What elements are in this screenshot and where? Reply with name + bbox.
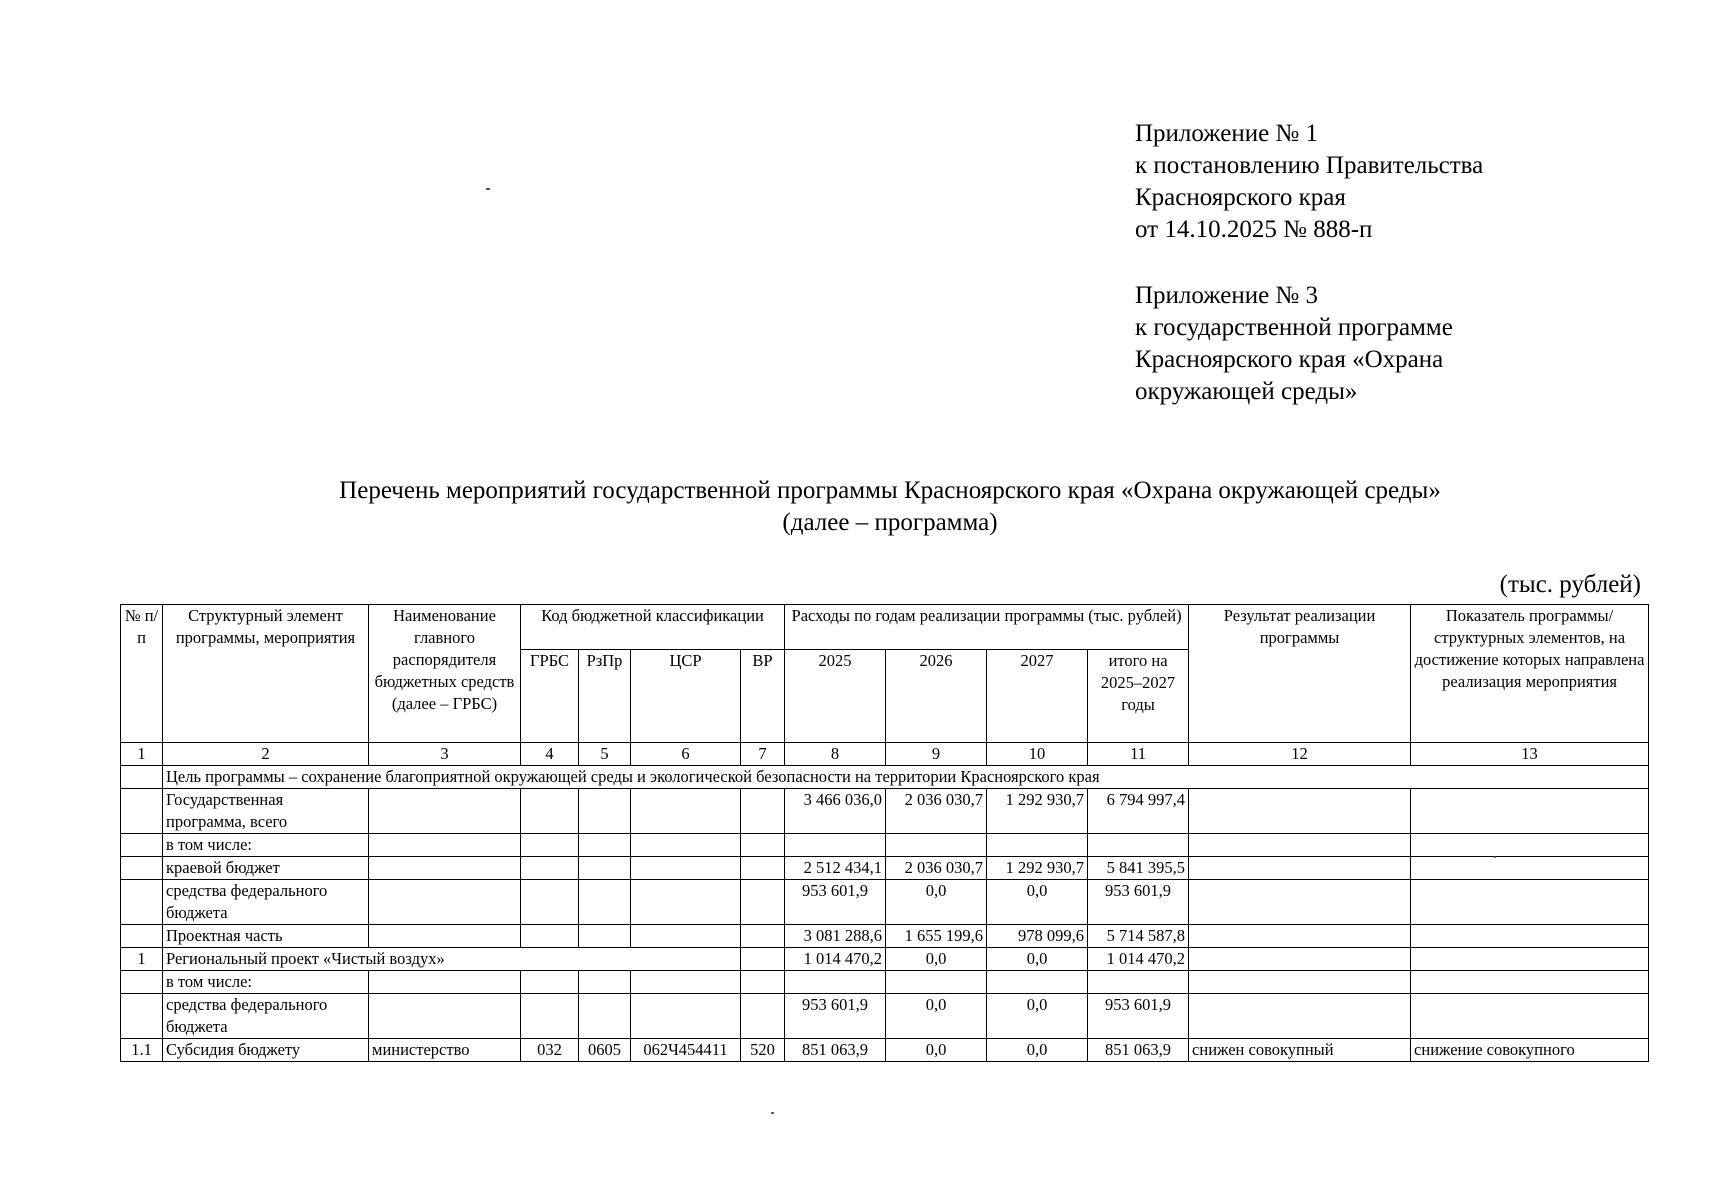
value-2026: 1 655 199,6 [886, 925, 987, 948]
value-total: 1 014 470,2 [1088, 948, 1189, 971]
header-total: итого на 2025–2027 годы [1088, 650, 1189, 743]
column-number: 9 [886, 743, 987, 766]
column-number: 5 [579, 743, 631, 766]
appendix-1-line: от 14.10.2025 № 888-п [1135, 216, 1373, 243]
program-goal: Цель программы – сохранение благоприятной окружающей среды и экологической безопасности на территории Красноярского края [163, 766, 1649, 789]
value-total: 5 841 395,5 [1088, 857, 1189, 880]
appendix-1-line: Красноярского края [1135, 184, 1346, 211]
table-row [121, 834, 1649, 857]
column-number: 10 [987, 743, 1088, 766]
header-csr: ЦСР [631, 650, 741, 743]
header-element: Структурный элемент программы, мероприятия [163, 605, 369, 743]
row-grbs-name: министерство [369, 1039, 521, 1062]
row-label: Проектная часть [163, 925, 369, 948]
appendix-3-line: к государственной программе [1135, 314, 1453, 341]
header-result: Результат реализации программы [1189, 605, 1411, 743]
table-row [121, 925, 1649, 948]
row-number: 1 [121, 948, 163, 971]
row-result: снижен совокупный [1189, 1039, 1411, 1062]
row-label: краевой бюджет [163, 857, 369, 880]
header-budget-code: Код бюджетной классификации [521, 605, 785, 650]
table-row [121, 857, 1649, 880]
value-2026: 0,0 [886, 948, 987, 971]
row-label: в том числе: [163, 971, 369, 994]
column-number: 4 [521, 743, 579, 766]
row-label: Субсидия бюджету [163, 1039, 369, 1062]
appendix-1-line: Приложение № 1 [1135, 120, 1319, 147]
title-line-1: Перечень мероприятий государственной программы Красноярского края «Охрана окружающей среды» [339, 477, 1441, 504]
row-number: 1.1 [121, 1039, 163, 1062]
value-2025: 2 512 434,1 [785, 857, 886, 880]
header-grbs: ГРБС [521, 650, 579, 743]
value-2027: 1 292 930,7 [987, 789, 1088, 834]
appendix-3-line: Красноярского края «Охрана [1135, 346, 1444, 373]
header-2025: 2025 [785, 650, 886, 743]
table-row [121, 880, 1649, 925]
value-total: 6 794 997,4 [1088, 789, 1189, 834]
header-indicator: Показатель программы/ структурных элементов, на достижение которых направлена реализация мероприятия [1411, 605, 1649, 743]
goal-row [121, 766, 1649, 789]
table-header-row-1 [121, 605, 1649, 650]
row-rzpr: 0605 [579, 1039, 631, 1062]
scan-speck [1494, 856, 1496, 858]
column-number: 3 [369, 743, 521, 766]
value-total: 5 714 587,8 [1088, 925, 1189, 948]
column-number: 13 [1411, 743, 1649, 766]
header-2026: 2026 [886, 650, 987, 743]
value-2027: 1 292 930,7 [987, 857, 1088, 880]
appendix-1-header [1135, 118, 1655, 246]
column-number: 8 [785, 743, 886, 766]
value-2027: 0,0 [987, 994, 1088, 1039]
value-2026: 0,0 [886, 880, 987, 925]
value-2026: 0,0 [886, 1039, 987, 1062]
column-number: 11 [1088, 743, 1189, 766]
table-row [121, 1039, 1649, 1062]
column-number: 6 [631, 743, 741, 766]
appendix-3-header [1135, 280, 1655, 408]
column-number: 1 [121, 743, 163, 766]
column-number: 12 [1189, 743, 1411, 766]
document-title [120, 475, 1660, 539]
appendix-3-line: Приложение № 3 [1135, 282, 1319, 309]
row-csr: 062Ч454411 [631, 1039, 741, 1062]
row-label: средства федерального бюджета [163, 880, 369, 925]
header-expenses: Расходы по годам реализации программы (тыс. рублей) [785, 605, 1189, 650]
title-line-2: (далее – программа) [782, 509, 998, 536]
activities-table [120, 604, 1649, 1062]
header-vr: ВР [741, 650, 785, 743]
value-2025: 953 601,9 [785, 994, 886, 1039]
units-label: (тыс. рублей) [1499, 571, 1641, 598]
value-2025: 3 466 036,0 [785, 789, 886, 834]
value-2026: 2 036 030,7 [886, 857, 987, 880]
value-2025: 3 081 288,6 [785, 925, 886, 948]
header-grbs-name: Наименование главного распорядителя бюджетных средств (далее – ГРБС) [369, 605, 521, 743]
table-row [121, 948, 1649, 971]
value-2026: 2 036 030,7 [886, 789, 987, 834]
value-2027: 978 099,6 [987, 925, 1088, 948]
scan-speck [486, 188, 490, 190]
row-label: Региональный проект «Чистый воздух» [163, 948, 741, 971]
table-row [121, 971, 1649, 994]
row-label: средства федерального бюджета [163, 994, 369, 1039]
row-vr: 520 [741, 1039, 785, 1062]
value-2027: 0,0 [987, 948, 1088, 971]
value-2025: 953 601,9 [785, 880, 886, 925]
scan-speck [771, 1112, 774, 1114]
column-numbers-row [121, 743, 1649, 766]
row-grbs: 032 [521, 1039, 579, 1062]
header-rzpr: РзПр [579, 650, 631, 743]
appendix-1-line: к постановлению Правительства [1135, 152, 1484, 179]
column-number: 7 [741, 743, 785, 766]
row-indicator: снижение совокупного [1411, 1039, 1649, 1062]
row-label: в том числе: [163, 834, 369, 857]
row-label: Государственная программа, всего [163, 789, 369, 834]
header-2027: 2027 [987, 650, 1088, 743]
header-num: № п/п [121, 605, 163, 743]
value-2027: 0,0 [987, 1039, 1088, 1062]
value-total: 851 063,9 [1088, 1039, 1189, 1062]
value-2025: 851 063,9 [785, 1039, 886, 1062]
table-row [121, 994, 1649, 1039]
table-row [121, 789, 1649, 834]
value-2025: 1 014 470,2 [785, 948, 886, 971]
value-total: 953 601,9 [1088, 880, 1189, 925]
appendix-3-line: окружающей среды» [1135, 378, 1358, 405]
column-number: 2 [163, 743, 369, 766]
value-total: 953 601,9 [1088, 994, 1189, 1039]
value-2026: 0,0 [886, 994, 987, 1039]
value-2027: 0,0 [987, 880, 1088, 925]
